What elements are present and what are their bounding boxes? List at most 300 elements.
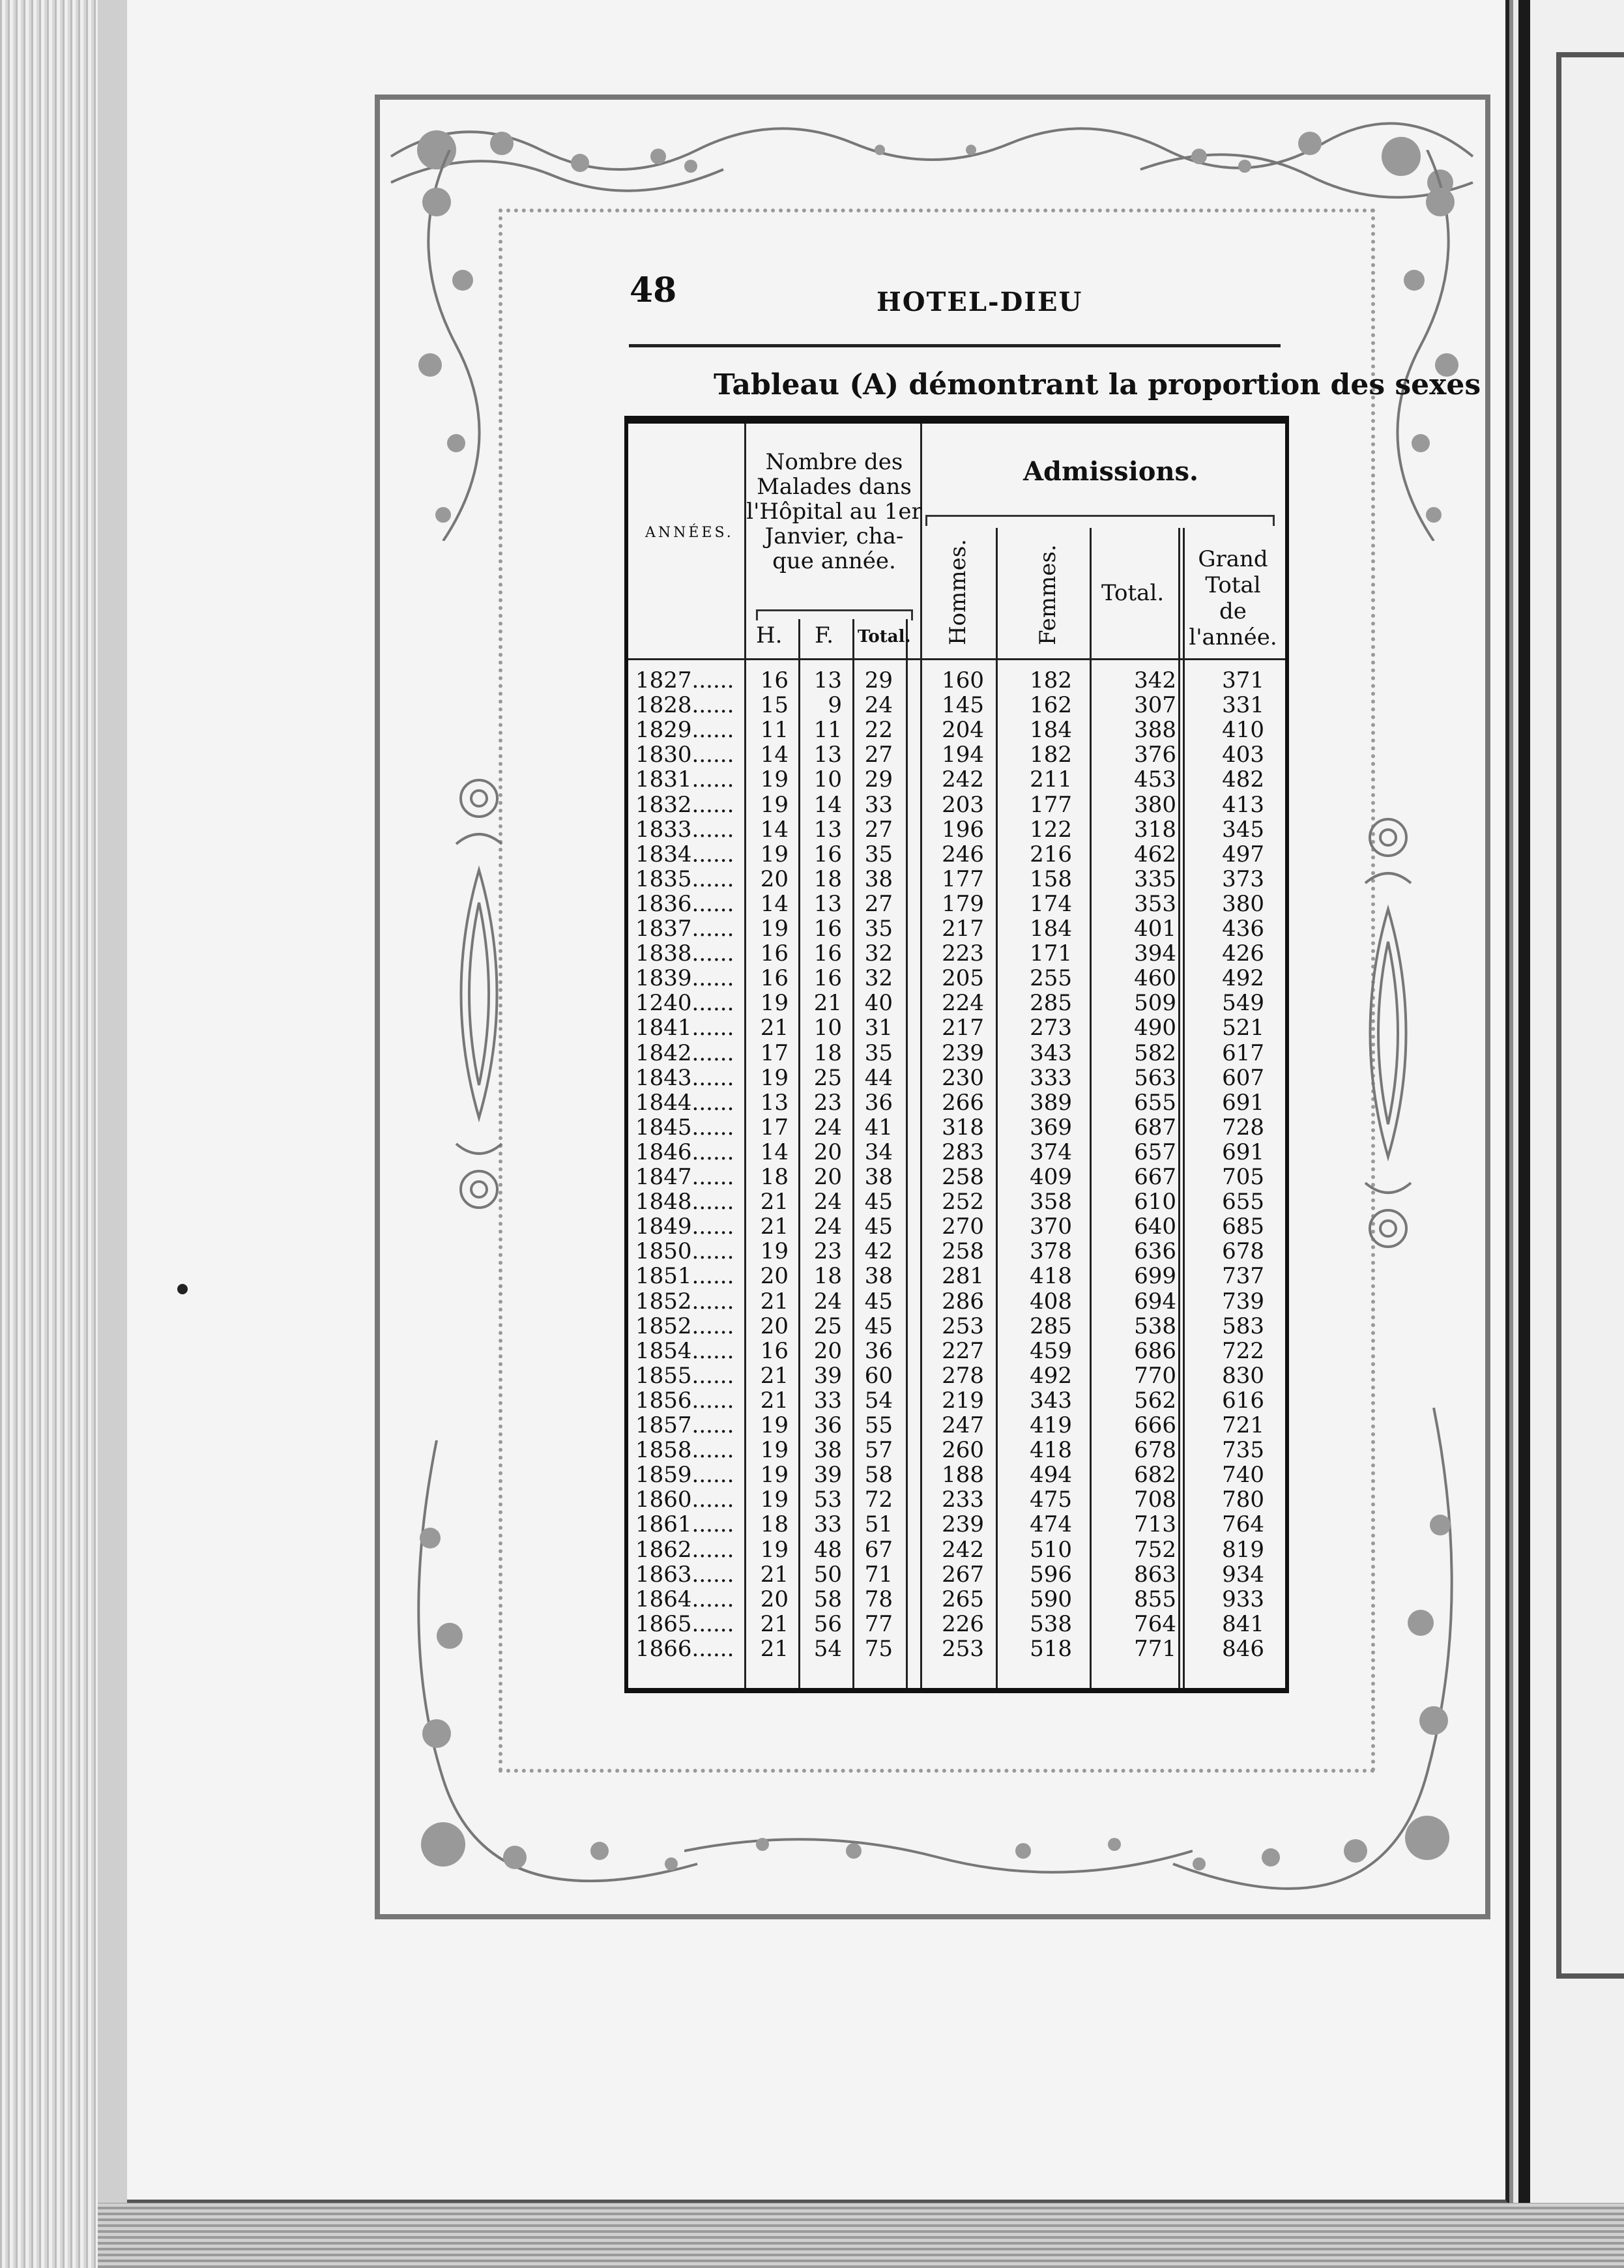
- malades-h-cell: 14: [760, 742, 789, 768]
- malades-total-cell: 57: [864, 1437, 893, 1464]
- grand-total-cell: 691: [1222, 1089, 1264, 1116]
- hommes-cell: 145: [942, 692, 984, 719]
- malades-h-cell: 20: [760, 865, 789, 892]
- table-row: [0, 1537, 1303, 1562]
- admissions-total-cell: 655: [1134, 1089, 1176, 1116]
- hommes-cell: 278: [942, 1362, 984, 1389]
- year-cell: 1837......: [635, 916, 734, 942]
- femmes-cell: 518: [1030, 1635, 1072, 1662]
- malades-total-cell: 78: [864, 1586, 893, 1612]
- table-row: [0, 1041, 1303, 1066]
- malades-total-cell: 45: [864, 1313, 893, 1339]
- year-cell: 1862......: [635, 1536, 734, 1563]
- malades-f-cell: 10: [813, 766, 842, 793]
- hommes-cell: 246: [942, 841, 984, 867]
- malades-total-cell: 40: [864, 990, 893, 1017]
- malades-h-cell: 11: [760, 717, 789, 744]
- admissions-total-cell: 509: [1134, 990, 1176, 1017]
- malades-f-cell: 33: [813, 1387, 842, 1414]
- malades-h-cell: 14: [760, 890, 789, 917]
- grand-total-cell: 780: [1222, 1487, 1264, 1513]
- year-cell: 1851......: [635, 1263, 734, 1290]
- grand-total-cell: 482: [1222, 766, 1264, 793]
- grand-total-cell: 764: [1222, 1511, 1264, 1538]
- malades-total-cell: 58: [864, 1462, 893, 1489]
- malades-h-cell: 16: [760, 965, 789, 992]
- hommes-cell: 247: [942, 1412, 984, 1438]
- year-cell: 1850......: [635, 1238, 734, 1265]
- malades-total-cell: 72: [864, 1487, 893, 1513]
- femmes-cell: 184: [1030, 717, 1072, 744]
- femmes-cell: 408: [1030, 1288, 1072, 1315]
- year-cell: 1240......: [635, 990, 734, 1017]
- hommes-cell: 242: [942, 1536, 984, 1563]
- grand-total-cell: 705: [1222, 1164, 1264, 1190]
- table-row: [0, 941, 1303, 966]
- table-row: [0, 792, 1303, 817]
- grand-total-cell: 497: [1222, 841, 1264, 867]
- grand-total-cell: 830: [1222, 1362, 1264, 1389]
- book-bottom-edge: [98, 2203, 1624, 2268]
- malades-total-cell: 36: [864, 1337, 893, 1364]
- admissions-total-cell: 563: [1134, 1064, 1176, 1091]
- admissions-total-cell: 713: [1134, 1511, 1176, 1538]
- header-total-malades: Total.: [858, 627, 911, 647]
- hommes-cell: 286: [942, 1288, 984, 1315]
- hommes-cell: 205: [942, 965, 984, 992]
- next-page-edge: [1518, 0, 1624, 2268]
- malades-f-cell: 18: [813, 1040, 842, 1066]
- malades-f-cell: 20: [813, 1337, 842, 1364]
- hommes-cell: 281: [942, 1263, 984, 1290]
- malades-total-cell: 60: [864, 1362, 893, 1389]
- malades-h-cell: 14: [760, 816, 789, 843]
- admissions-total-cell: 538: [1134, 1313, 1176, 1339]
- femmes-cell: 333: [1030, 1064, 1072, 1091]
- malades-total-cell: 45: [864, 1189, 893, 1215]
- admissions-total-cell: 453: [1134, 766, 1176, 793]
- malades-f-cell: 16: [813, 940, 842, 967]
- year-cell: 1830......: [635, 742, 734, 768]
- malades-f-cell: 38: [813, 1437, 842, 1464]
- malades-h-cell: 21: [760, 1387, 789, 1414]
- hommes-cell: 203: [942, 791, 984, 818]
- floral-garland-bottom: [684, 1812, 1193, 1903]
- table-row: [0, 1066, 1303, 1090]
- grand-total-cell: 492: [1222, 965, 1264, 992]
- table-row: [0, 1587, 1303, 1612]
- year-cell: 1861......: [635, 1511, 734, 1538]
- hommes-cell: 258: [942, 1164, 984, 1190]
- year-cell: 1863......: [635, 1561, 734, 1588]
- table-row: [0, 1636, 1303, 1661]
- year-cell: 1842......: [635, 1040, 734, 1066]
- hommes-cell: 267: [942, 1561, 984, 1588]
- malades-h-cell: 19: [760, 1064, 789, 1091]
- hommes-cell: 160: [942, 667, 984, 693]
- malades-f-cell: 10: [813, 1015, 842, 1041]
- femmes-cell: 492: [1030, 1362, 1072, 1389]
- year-cell: 1848......: [635, 1189, 734, 1215]
- malades-h-cell: 16: [760, 667, 789, 693]
- malades-total-cell: 38: [864, 865, 893, 892]
- grand-total-cell: 616: [1222, 1387, 1264, 1414]
- year-cell: 1831......: [635, 766, 734, 793]
- table-row: [0, 1264, 1303, 1288]
- admissions-total-cell: 666: [1134, 1412, 1176, 1438]
- malades-total-cell: 31: [864, 1015, 893, 1041]
- femmes-cell: 419: [1030, 1412, 1072, 1438]
- femmes-cell: 378: [1030, 1238, 1072, 1265]
- malades-total-cell: 51: [864, 1511, 893, 1538]
- year-cell: 1854......: [635, 1337, 734, 1364]
- malades-h-cell: 17: [760, 1040, 789, 1066]
- admissions-total-cell: 855: [1134, 1586, 1176, 1612]
- header-hommes: Hommes.: [945, 539, 971, 645]
- malades-h-cell: 19: [760, 1536, 789, 1563]
- grand-total-cell: 617: [1222, 1040, 1264, 1066]
- hommes-cell: 196: [942, 816, 984, 843]
- admissions-total-cell: 764: [1134, 1610, 1176, 1637]
- year-cell: 1865......: [635, 1610, 734, 1637]
- year-cell: 1827......: [635, 667, 734, 693]
- year-cell: 1834......: [635, 841, 734, 867]
- malades-h-cell: 17: [760, 1114, 789, 1141]
- malades-h-cell: 19: [760, 990, 789, 1017]
- femmes-cell: 590: [1030, 1586, 1072, 1612]
- floral-garland-right: [1369, 150, 1486, 541]
- malades-total-cell: 32: [864, 965, 893, 992]
- femmes-cell: 171: [1030, 940, 1072, 967]
- malades-f-cell: 11: [813, 717, 842, 744]
- femmes-cell: 343: [1030, 1040, 1072, 1066]
- grand-total-cell: 737: [1222, 1263, 1264, 1290]
- malades-h-cell: 20: [760, 1263, 789, 1290]
- hommes-cell: 188: [942, 1462, 984, 1489]
- femmes-cell: 285: [1030, 990, 1072, 1017]
- malades-f-cell: 13: [813, 890, 842, 917]
- year-cell: 1839......: [635, 965, 734, 992]
- table-row: [0, 1487, 1303, 1512]
- grand-total-cell: 426: [1222, 940, 1264, 967]
- year-cell: 1838......: [635, 940, 734, 967]
- femmes-cell: 418: [1030, 1437, 1072, 1464]
- header-grand-total: Grand Total de l'année.: [1189, 546, 1277, 650]
- admissions-total-cell: 699: [1134, 1263, 1176, 1290]
- table-row: [0, 1562, 1303, 1587]
- malades-total-cell: 67: [864, 1536, 893, 1563]
- hommes-cell: 283: [942, 1139, 984, 1165]
- table-row: [0, 1388, 1303, 1413]
- malades-f-cell: 24: [813, 1288, 842, 1315]
- table-row: [0, 1239, 1303, 1264]
- malades-f-cell: 13: [813, 667, 842, 693]
- femmes-cell: 216: [1030, 841, 1072, 867]
- table-row: [0, 718, 1303, 742]
- hommes-cell: 239: [942, 1511, 984, 1538]
- hommes-cell: 224: [942, 990, 984, 1017]
- malades-h-cell: 21: [760, 1635, 789, 1662]
- admissions-total-cell: 686: [1134, 1337, 1176, 1364]
- header-admissions: Admissions.: [1023, 456, 1198, 487]
- hommes-cell: 194: [942, 742, 984, 768]
- femmes-cell: 285: [1030, 1313, 1072, 1339]
- table-row: [0, 1090, 1303, 1115]
- malades-f-cell: 21: [813, 990, 842, 1017]
- year-cell: 1858......: [635, 1437, 734, 1464]
- malades-h-cell: 19: [760, 1437, 789, 1464]
- malades-h-cell: 14: [760, 1139, 789, 1165]
- malades-total-cell: 38: [864, 1164, 893, 1190]
- malades-h-cell: 16: [760, 1337, 789, 1364]
- malades-total-cell: 77: [864, 1610, 893, 1637]
- malades-f-cell: 58: [813, 1586, 842, 1612]
- femmes-cell: 122: [1030, 816, 1072, 843]
- grand-total-cell: 403: [1222, 742, 1264, 768]
- table-row: [0, 867, 1303, 892]
- malades-f-cell: 53: [813, 1487, 842, 1513]
- table-row: [0, 1314, 1303, 1339]
- grand-total-cell: 410: [1222, 717, 1264, 744]
- malades-total-cell: 45: [864, 1214, 893, 1240]
- year-cell: 1836......: [635, 890, 734, 917]
- table-row: [0, 892, 1303, 916]
- grand-total-cell: 380: [1222, 890, 1264, 917]
- grand-total-cell: 371: [1222, 667, 1264, 693]
- admissions-total-cell: 562: [1134, 1387, 1176, 1414]
- femmes-cell: 177: [1030, 791, 1072, 818]
- grand-total-cell: 819: [1222, 1536, 1264, 1563]
- malades-h-cell: 18: [760, 1164, 789, 1190]
- table-row: [0, 916, 1303, 941]
- admissions-total-cell: 678: [1134, 1437, 1176, 1464]
- malades-f-cell: 13: [813, 816, 842, 843]
- femmes-cell: 358: [1030, 1189, 1072, 1215]
- header-rule: [629, 344, 1281, 347]
- admissions-total-cell: 771: [1134, 1635, 1176, 1662]
- table-row: [0, 1214, 1303, 1239]
- grand-total-cell: 721: [1222, 1412, 1264, 1438]
- malades-total-cell: 35: [864, 841, 893, 867]
- grand-total-cell: 728: [1222, 1114, 1264, 1141]
- year-cell: 1841......: [635, 1015, 734, 1041]
- hommes-cell: 226: [942, 1610, 984, 1637]
- malades-f-cell: 39: [813, 1362, 842, 1389]
- malades-h-cell: 19: [760, 1238, 789, 1265]
- femmes-cell: 182: [1030, 742, 1072, 768]
- year-cell: 1852......: [635, 1288, 734, 1315]
- header-total-admissions: Total.: [1101, 580, 1165, 606]
- malades-h-cell: 21: [760, 1362, 789, 1389]
- year-cell: 1856......: [635, 1387, 734, 1414]
- grand-total-cell: 722: [1222, 1337, 1264, 1364]
- admissions-total-cell: 388: [1134, 717, 1176, 744]
- running-head: HOTEL-DIEU: [877, 287, 1083, 317]
- malades-total-cell: 55: [864, 1412, 893, 1438]
- grand-total-cell: 740: [1222, 1462, 1264, 1489]
- malades-total-cell: 54: [864, 1387, 893, 1414]
- malades-total-cell: 71: [864, 1561, 893, 1588]
- year-cell: 1828......: [635, 692, 734, 719]
- femmes-cell: 494: [1030, 1462, 1072, 1489]
- table-row: [0, 1612, 1303, 1636]
- admissions-total-cell: 657: [1134, 1139, 1176, 1165]
- malades-f-cell: 16: [813, 841, 842, 867]
- malades-h-cell: 19: [760, 791, 789, 818]
- header-annees: ANNÉES.: [645, 525, 734, 541]
- scroll-ornament-right: [1352, 811, 1424, 1255]
- grand-total-cell: 934: [1222, 1561, 1264, 1588]
- table-row: [0, 842, 1303, 867]
- admissions-total-cell: 752: [1134, 1536, 1176, 1563]
- table-row: [0, 1413, 1303, 1438]
- malades-h-cell: 21: [760, 1561, 789, 1588]
- malades-h-cell: 20: [760, 1313, 789, 1339]
- femmes-cell: 475: [1030, 1487, 1072, 1513]
- grand-total-cell: 521: [1222, 1015, 1264, 1041]
- table-row: [0, 1189, 1303, 1214]
- year-cell: 1843......: [635, 1064, 734, 1091]
- malades-total-cell: 34: [864, 1139, 893, 1165]
- malades-h-cell: 21: [760, 1214, 789, 1240]
- admissions-total-cell: 667: [1134, 1164, 1176, 1190]
- malades-total-cell: 27: [864, 742, 893, 768]
- table-row: [0, 1339, 1303, 1363]
- femmes-cell: 510: [1030, 1536, 1072, 1563]
- femmes-cell: 343: [1030, 1387, 1072, 1414]
- admissions-total-cell: 863: [1134, 1561, 1176, 1588]
- malades-f-cell: 20: [813, 1164, 842, 1190]
- year-cell: 1833......: [635, 816, 734, 843]
- femmes-cell: 369: [1030, 1114, 1072, 1141]
- grand-total-cell: 691: [1222, 1139, 1264, 1165]
- malades-f-cell: 50: [813, 1561, 842, 1588]
- year-cell: 1866......: [635, 1635, 734, 1662]
- hommes-cell: 230: [942, 1064, 984, 1091]
- table-row: [0, 1115, 1303, 1140]
- malades-total-cell: 27: [864, 890, 893, 917]
- admissions-total-cell: 394: [1134, 940, 1176, 967]
- malades-h-cell: 19: [760, 841, 789, 867]
- year-cell: 1844......: [635, 1089, 734, 1116]
- table-row: [0, 668, 1303, 693]
- grand-total-cell: 583: [1222, 1313, 1264, 1339]
- malades-f-cell: 25: [813, 1064, 842, 1091]
- grand-total-cell: 373: [1222, 865, 1264, 892]
- table-row: [0, 966, 1303, 991]
- year-cell: 1860......: [635, 1487, 734, 1513]
- malades-h-cell: 19: [760, 766, 789, 793]
- malades-f-cell: 23: [813, 1238, 842, 1265]
- malades-total-cell: 36: [864, 1089, 893, 1116]
- malades-total-cell: 42: [864, 1238, 893, 1265]
- grand-total-cell: 549: [1222, 990, 1264, 1017]
- table-row: [0, 1140, 1303, 1165]
- year-cell: 1864......: [635, 1586, 734, 1612]
- admissions-total-cell: 318: [1134, 816, 1176, 843]
- admissions-total-cell: 708: [1134, 1487, 1176, 1513]
- femmes-cell: 474: [1030, 1511, 1072, 1538]
- table-row: [0, 991, 1303, 1015]
- floral-garland-top: [384, 104, 1479, 215]
- hommes-cell: 265: [942, 1586, 984, 1612]
- header-h: H.: [756, 622, 783, 648]
- table-row: [0, 817, 1303, 842]
- hommes-cell: 258: [942, 1238, 984, 1265]
- admissions-total-cell: 380: [1134, 791, 1176, 818]
- femmes-cell: 255: [1030, 965, 1072, 992]
- hommes-cell: 253: [942, 1635, 984, 1662]
- hommes-cell: 239: [942, 1040, 984, 1066]
- year-cell: 1845......: [635, 1114, 734, 1141]
- grand-total-cell: 846: [1222, 1635, 1264, 1662]
- femmes-cell: 538: [1030, 1610, 1072, 1637]
- hommes-cell: 252: [942, 1189, 984, 1215]
- admissions-total-cell: 636: [1134, 1238, 1176, 1265]
- admissions-total-cell: 353: [1134, 890, 1176, 917]
- year-cell: 1852......: [635, 1313, 734, 1339]
- malades-h-cell: 19: [760, 1462, 789, 1489]
- malades-total-cell: 38: [864, 1263, 893, 1290]
- admissions-total-cell: 342: [1134, 667, 1176, 693]
- grand-total-cell: 345: [1222, 816, 1264, 843]
- table-row: [0, 1462, 1303, 1487]
- malades-total-cell: 22: [864, 717, 893, 744]
- malades-total-cell: 33: [864, 791, 893, 818]
- hommes-cell: 217: [942, 916, 984, 942]
- malades-total-cell: 35: [864, 916, 893, 942]
- table-row: [0, 1289, 1303, 1314]
- brace-admissions: [925, 515, 1275, 526]
- malades-h-cell: 21: [760, 1288, 789, 1315]
- admissions-total-cell: 694: [1134, 1288, 1176, 1315]
- admissions-total-cell: 610: [1134, 1189, 1176, 1215]
- femmes-cell: 174: [1030, 890, 1072, 917]
- hommes-cell: 242: [942, 766, 984, 793]
- table-caption: Tableau (A) démontrant la proportion des sexes: [714, 368, 1481, 401]
- hommes-cell: 179: [942, 890, 984, 917]
- table-row: [0, 1363, 1303, 1388]
- malades-h-cell: 13: [760, 1089, 789, 1116]
- hommes-cell: 204: [942, 717, 984, 744]
- malades-total-cell: 24: [864, 692, 893, 719]
- malades-total-cell: 44: [864, 1064, 893, 1091]
- header-femmes: Femmes.: [1035, 544, 1061, 645]
- grand-total-cell: 331: [1222, 692, 1264, 719]
- malades-f-cell: 20: [813, 1139, 842, 1165]
- floral-garland-left: [391, 150, 508, 541]
- table-row: [0, 742, 1303, 767]
- year-cell: 1857......: [635, 1412, 734, 1438]
- year-cell: 1832......: [635, 791, 734, 818]
- malades-total-cell: 29: [864, 766, 893, 793]
- grand-total-cell: 678: [1222, 1238, 1264, 1265]
- header-rule-bottom: [628, 658, 1285, 660]
- grand-total-cell: 933: [1222, 1586, 1264, 1612]
- year-cell: 1829......: [635, 717, 734, 744]
- hommes-cell: 260: [942, 1437, 984, 1464]
- femmes-cell: 211: [1030, 766, 1072, 793]
- femmes-cell: 409: [1030, 1164, 1072, 1190]
- malades-f-cell: 24: [813, 1189, 842, 1215]
- year-cell: 1847......: [635, 1164, 734, 1190]
- admissions-total-cell: 490: [1134, 1015, 1176, 1041]
- malades-f-cell: 39: [813, 1462, 842, 1489]
- malades-total-cell: 32: [864, 940, 893, 967]
- femmes-cell: 596: [1030, 1561, 1072, 1588]
- admissions-total-cell: 335: [1134, 865, 1176, 892]
- brace-nombre: [756, 609, 913, 620]
